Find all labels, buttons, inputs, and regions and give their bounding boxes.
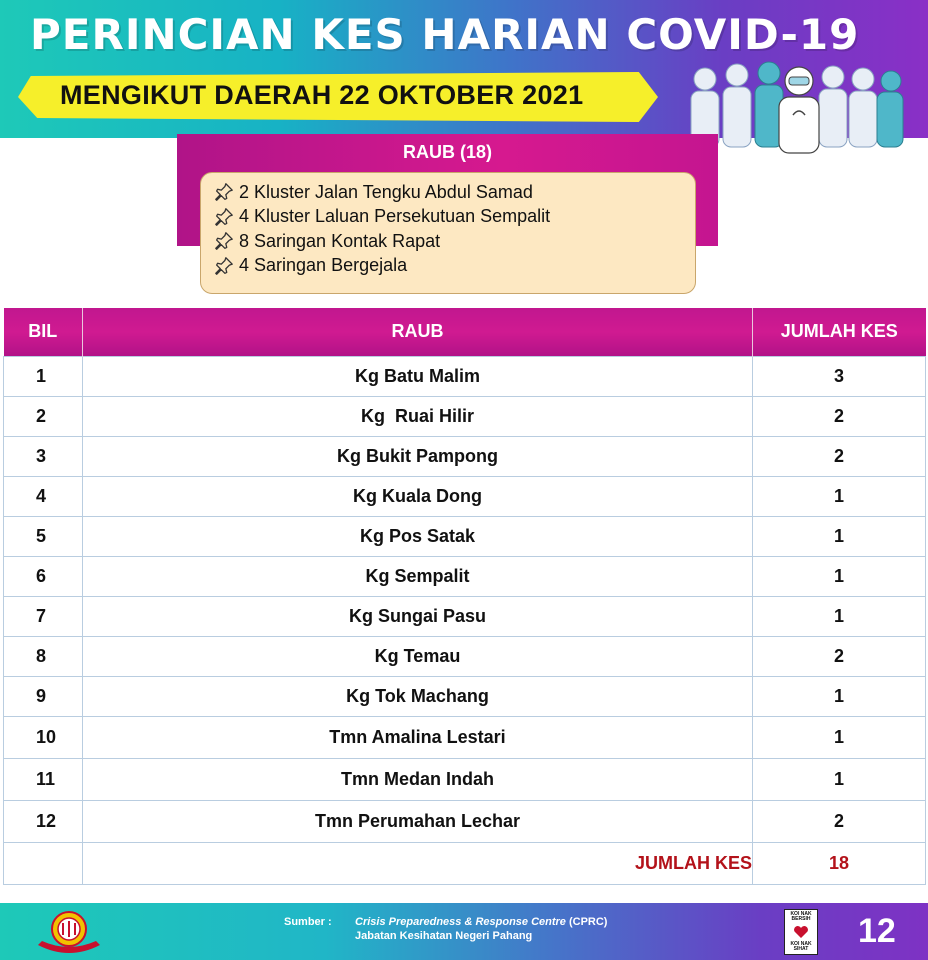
page-number: 12 xyxy=(858,912,896,950)
table-row xyxy=(4,800,926,842)
table-row xyxy=(4,758,926,800)
list-item-text: 8 Saringan Kontak Rapat xyxy=(239,230,441,251)
row-number: 5 xyxy=(4,516,83,556)
heart-icon xyxy=(793,925,809,939)
column-header-count: JUMLAH KES xyxy=(753,308,926,356)
table-row xyxy=(4,396,926,436)
total-value: 18 xyxy=(753,842,926,884)
row-area: Kg Bukit Pampong xyxy=(83,436,753,476)
badge-top-text: KOI NAK BERSIH xyxy=(790,911,812,922)
source-department: Jabatan Kesihatan Negeri Pahang xyxy=(355,930,533,942)
row-number: 6 xyxy=(4,556,83,596)
column-header-bil: BIL xyxy=(4,308,83,356)
row-count: 1 xyxy=(753,676,926,716)
row-number: 7 xyxy=(4,596,83,636)
row-area: Kg Sempalit xyxy=(83,556,753,596)
table-header-row xyxy=(4,308,926,356)
source-org-abbr: (CPRC) xyxy=(565,916,608,928)
row-count: 1 xyxy=(753,556,926,596)
cases-table xyxy=(3,308,926,885)
row-area: Kg Batu Malim xyxy=(83,356,753,396)
row-count: 2 xyxy=(753,436,926,476)
row-count: 2 xyxy=(753,636,926,676)
pushpin-icon xyxy=(213,206,235,228)
badge-bottom-text: KOI NAK SIHAT xyxy=(790,941,812,952)
table-row xyxy=(4,356,926,396)
page-subtitle: MENGIKUT DAERAH 22 OKTOBER 2021 xyxy=(60,80,584,110)
row-number: 4 xyxy=(4,476,83,516)
total-label: JUMLAH KES xyxy=(83,842,753,884)
row-number: 2 xyxy=(4,396,83,436)
table-row xyxy=(4,556,926,596)
source-organisation xyxy=(355,916,607,928)
list-item xyxy=(213,180,695,205)
row-count: 1 xyxy=(753,476,926,516)
table-row xyxy=(4,676,926,716)
source-label: Sumber : xyxy=(284,916,332,928)
list-item xyxy=(213,254,695,279)
row-number: 3 xyxy=(4,436,83,476)
row-number: 8 xyxy=(4,636,83,676)
list-item-text: 4 Saringan Bergejala xyxy=(239,255,408,276)
row-area: Tmn Amalina Lestari xyxy=(83,716,753,758)
row-count: 1 xyxy=(753,596,926,636)
row-count: 3 xyxy=(753,356,926,396)
pushpin-icon xyxy=(213,181,235,203)
row-number: 11 xyxy=(4,758,83,800)
row-number: 12 xyxy=(4,800,83,842)
page-title: PERINCIAN KES HARIAN COVID-19 xyxy=(30,10,860,59)
table-row xyxy=(4,716,926,758)
table-row xyxy=(4,636,926,676)
row-count: 1 xyxy=(753,716,926,758)
table-row xyxy=(4,476,926,516)
row-count: 1 xyxy=(753,758,926,800)
table-row xyxy=(4,516,926,556)
region-breakdown-list xyxy=(200,172,696,294)
row-area: Kg Kuala Dong xyxy=(83,476,753,516)
list-item xyxy=(213,229,695,254)
row-number: 1 xyxy=(4,356,83,396)
row-number: 10 xyxy=(4,716,83,758)
koi-nak-bersih-badge xyxy=(784,909,818,955)
source-org-name: Crisis Preparedness & Response Centre xyxy=(355,916,566,928)
row-area: Kg Tok Machang xyxy=(83,676,753,716)
row-area: Tmn Perumahan Lechar xyxy=(83,800,753,842)
column-header-area: RAUB xyxy=(83,308,753,356)
table-row xyxy=(4,436,926,476)
row-area: Kg Sungai Pasu xyxy=(83,596,753,636)
list-item-text: 2 Kluster Jalan Tengku Abdul Samad xyxy=(239,181,533,202)
total-row xyxy=(4,842,926,884)
row-area: Kg Pos Satak xyxy=(83,516,753,556)
row-area: Tmn Medan Indah xyxy=(83,758,753,800)
pushpin-icon xyxy=(213,230,235,252)
row-count: 2 xyxy=(753,396,926,436)
pushpin-icon xyxy=(213,255,235,277)
row-area: Kg Ruai Hilir xyxy=(83,396,753,436)
row-number: 9 xyxy=(4,676,83,716)
total-empty-cell xyxy=(4,842,83,884)
table-row xyxy=(4,596,926,636)
list-item xyxy=(213,205,695,230)
row-count: 2 xyxy=(753,800,926,842)
list-item-text: 4 Kluster Laluan Persekutuan Sempalit xyxy=(239,206,551,227)
row-count: 1 xyxy=(753,516,926,556)
region-title: RAUB (18) xyxy=(402,142,492,162)
jkn-logo xyxy=(28,905,110,957)
row-area: Kg Temau xyxy=(83,636,753,676)
